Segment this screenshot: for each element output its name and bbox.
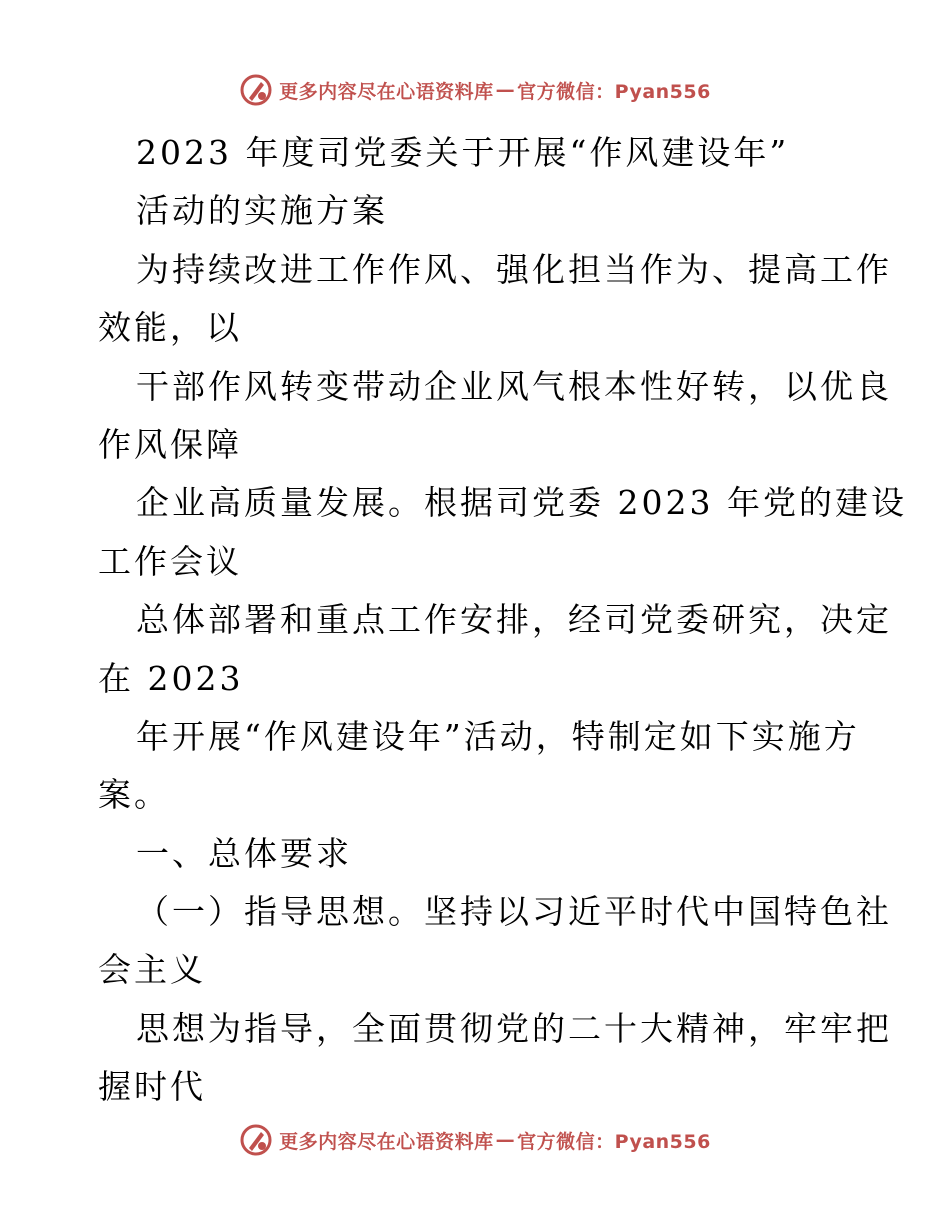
text-line: 为持续改进工作作风、强化担当作为、提高工作 bbox=[136, 249, 892, 289]
text-line: 作风保障 bbox=[98, 424, 242, 464]
text-line: 2023 年度司党委关于开展“作风建设年” bbox=[136, 133, 790, 172]
text-line: 干部作风转变带动企业风气根本性好转，以优良 bbox=[136, 366, 892, 406]
text-line: （一）指导思想。坚持以习近平时代中国特色社 bbox=[136, 892, 892, 932]
watermark-separator: — bbox=[495, 1129, 516, 1151]
text-line: 工作会议 bbox=[98, 541, 242, 581]
watermark-text: 更多内容尽在心语资料库 bbox=[279, 1130, 494, 1153]
text-line: 思想为指导，全面贯彻党的二十大精神，牢牢把 bbox=[136, 1008, 892, 1048]
text-line: 一、总体要求 bbox=[136, 833, 352, 873]
text-line: 年开展“作风建设年”活动，特制定如下实施方 bbox=[136, 716, 860, 756]
text-line: 握时代 bbox=[98, 1067, 206, 1107]
text-line: 在 2023 bbox=[98, 658, 244, 698]
watermark-text: 更多内容尽在心语资料库 bbox=[279, 80, 494, 103]
text-line: 会主义 bbox=[98, 950, 206, 990]
pen-logo-icon bbox=[239, 73, 273, 107]
watermark-separator: — bbox=[495, 79, 516, 101]
footer-watermark bbox=[0, 1122, 950, 1158]
text-line: 案。 bbox=[98, 775, 170, 815]
document-body bbox=[98, 124, 907, 1117]
watermark-wechat: 官方微信：Pyan556 bbox=[517, 80, 711, 103]
watermark-wechat: 官方微信：Pyan556 bbox=[517, 1130, 711, 1153]
header-watermark bbox=[0, 72, 950, 108]
text-line: 效能，以 bbox=[98, 308, 242, 348]
text-line: 总体部署和重点工作安排，经司党委研究，决定 bbox=[136, 600, 892, 640]
pen-logo-icon bbox=[239, 1123, 273, 1157]
text-line: 活动的实施方案 bbox=[136, 191, 388, 231]
text-line: 企业高质量发展。根据司党委 2023 年党的建设 bbox=[136, 483, 907, 523]
